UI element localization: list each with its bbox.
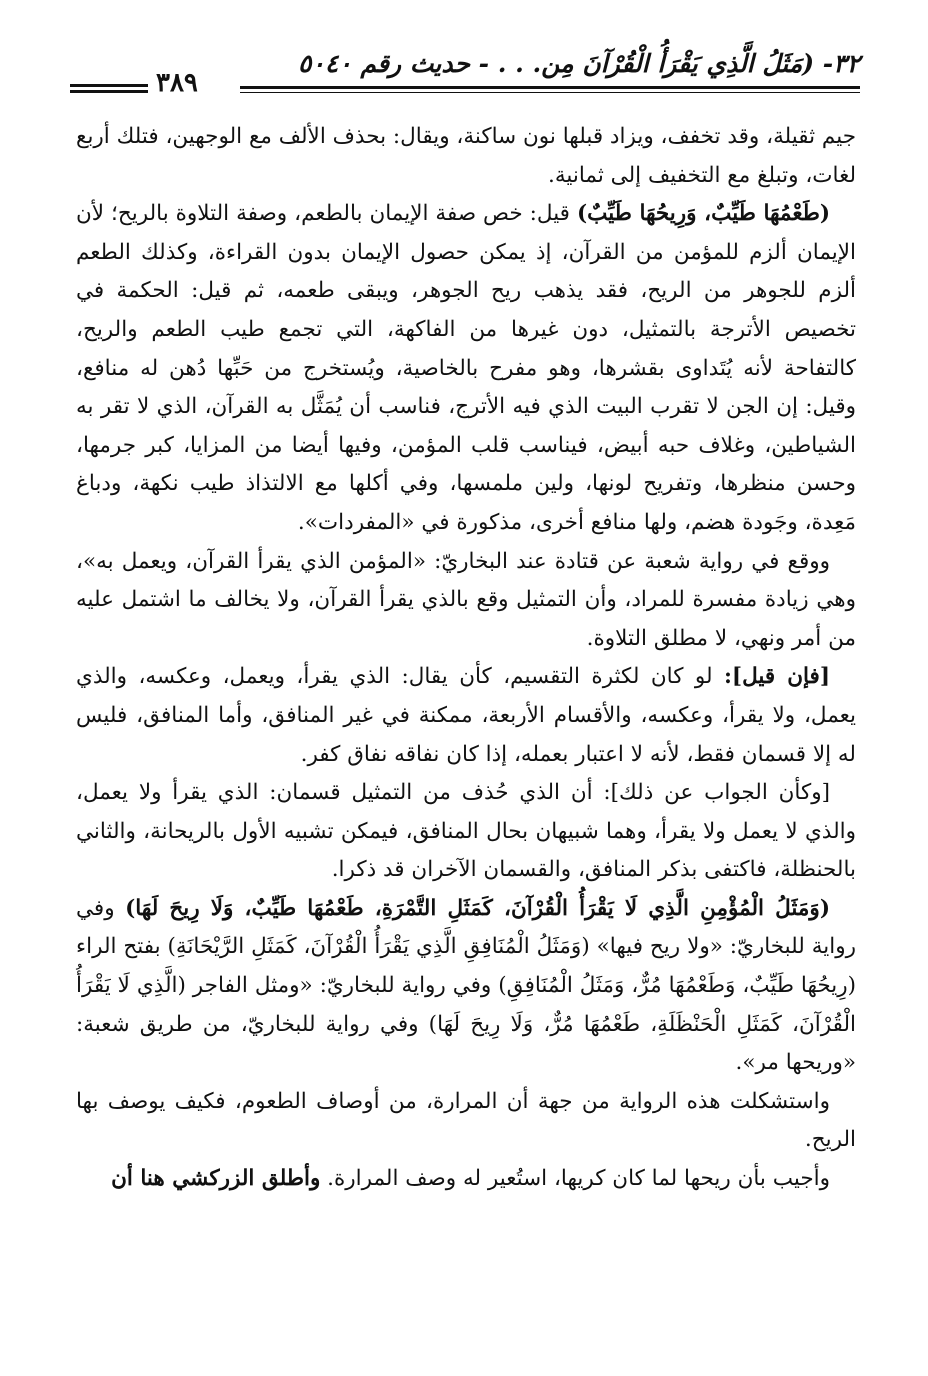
paragraph-text: جيم ثقيلة، وقد تخفف، ويزاد قبلها نون ساكنة، ويقال: بحذف الألف مع الوجهين، فتلك أربع لغات، وتبلغ مع التخفيف إلى ثمانية. [76,124,856,188]
paragraph [76,195,856,542]
paragraph [76,658,856,774]
paragraph [76,1083,856,1160]
paragraph [76,1160,856,1199]
paragraph-text: [وكأن الجواب عن ذلك]: أن الذي حُذف من التمثيل قسمان: الذي يقرأ ولا يعمل، والذي لا يعمل ولا يقرأ، وهما شبيهان بحال المنافق، فيمكن تشبيه الأول بالريحانة، والثاني بالحنظلة، فاكتفى بذكر المنافق، والقسمان الآخران قد ذكرا. [76,780,856,883]
paragraph [76,118,856,195]
paragraph [76,890,856,1083]
hadith-quote: (طَعْمُهَا طَيِّبٌ، وَرِيحُهَا طَيِّبٌ) [576,201,830,227]
paragraph-text: وفي رواية للبخاريّ: «ولا ريح فيها» (وَمَثَلُ الْمُنَافِقِ الَّذِي يَقْرَأُ الْقُرْآنَ، كَمَثَلِ الرَّيْحَانَةِ) بفتح الراء (رِيحُهَا طَيِّبٌ، وَطَعْمُهَا مُرٌّ، وَمَثَلُ الْمُنَافِقِ) وفي رواية للبخاريّ: «ومثل الفاجر (الَّذِي لَا يَقْرَأُ الْقُرْآنَ، كَمَثَلِ الْحَنْظَلَةِ، طَعْمُهَا مُرٌّ، وَلَا رِيحَ لَهَا) وفي رواية للبخاريّ، من طريق شعبة: «وريحها مر». [76,895,856,1076]
header-rule-long [240,86,860,93]
paragraph [76,543,856,659]
page-number: ٣٨٩ [156,68,198,98]
paragraph-text: لو كان لكثرة التقسيم، كأن يقال: الذي يقرأ، ويعمل، وعكسه، والذي يعمل، ولا يقرأ، وعكسه، والأقسام الأربعة، ممكنة في غير المنافق، وأما المنافق، فليس له إلا قسمان فقط، لأنه لا اعتبار بعمله، إذا كان نفاقه نفاق كفر. [76,664,856,767]
page-header [70,44,860,100]
paragraph-text: قيل: خص صفة الإيمان بالطعم، وصفة التلاوة بالريح؛ لأن الإيمان ألزم للمؤمن من القرآن، إذ يمكن حصول الإيمان بدون القراءة، وكذلك الطعم ألزم للجوهر من الريح، فقد يذهب ريح الجوهر، ويبقى طعمه، ثم قيل: الحكمة في تخصيص الأترجة بالتمثيل، دون غيرها من الفاكهة، التي تجمع طيب الطعم والريح، كالتفاحة لأنه يُتَداوى بقشرها، وهو مفرح بالخاصية، ويُستخرج من حَبِّها دُهن له منافع، وقيل: إن الجن لا تقرب البيت الذي فيه الأترج، فناسب أن يُمَثَّل به القرآن، الذي لا تقر به الشياطين، وغلاف حبه أبيض، فيناسب قلب المؤمن، وفيها أيضا من المزايا، كبر جرمها، وحسن منظرها، وتفريح لونها، ولين ملمسها، وفي أكلها مع الالتذاذ طيب نكهة، ودباغ مَعِدة، وجَودة هضم، ولها منافع أخرى، مذكورة في «المفردات». [76,201,856,535]
paragraph [76,774,856,890]
paragraph-bold-tail: وأطلق الزركشي هنا أن [111,1166,321,1192]
paragraph-text: واستشكلت هذه الرواية من جهة أن المرارة، من أوصاف الطعوم، فكيف يوصف بها الريح. [76,1088,856,1153]
body-text [76,118,856,1199]
paragraph-text: وأجيب بأن ريحها لما كان كريها، استُعير له وصف المرارة. [320,1166,830,1192]
paragraph-text: ووقع في رواية شعبة عن قتادة عند البخاريّ: «المؤمن الذي يقرأ القرآن، ويعمل به»، وهي زيادة مفسرة للمراد، وأن التمثيل وقع بالذي يقرأ القرآن، ولا يخالف ما اشتمل عليه من أمر ونهي، لا مطلق التلاوة. [76,548,856,651]
running-title: ٣٢- (مَثَلُ الَّذِي يَقْرَأُ الْقُرْآنَ مِن. . . - حديث رقم ٥٠٤٠ [298,49,860,78]
header-rule-short [70,84,148,93]
hadith-quote: (وَمَثَلُ الْمُؤْمِنِ الَّذِي لَا يَقْرَأُ الْقُرْآنَ، كَمَثَلِ التَّمْرَةِ، طَعْمُهَا طَيِّبٌ، وَلَا رِيحَ لَهَا) [125,895,830,921]
objection-lead: [فإن قيل]: [723,664,830,690]
